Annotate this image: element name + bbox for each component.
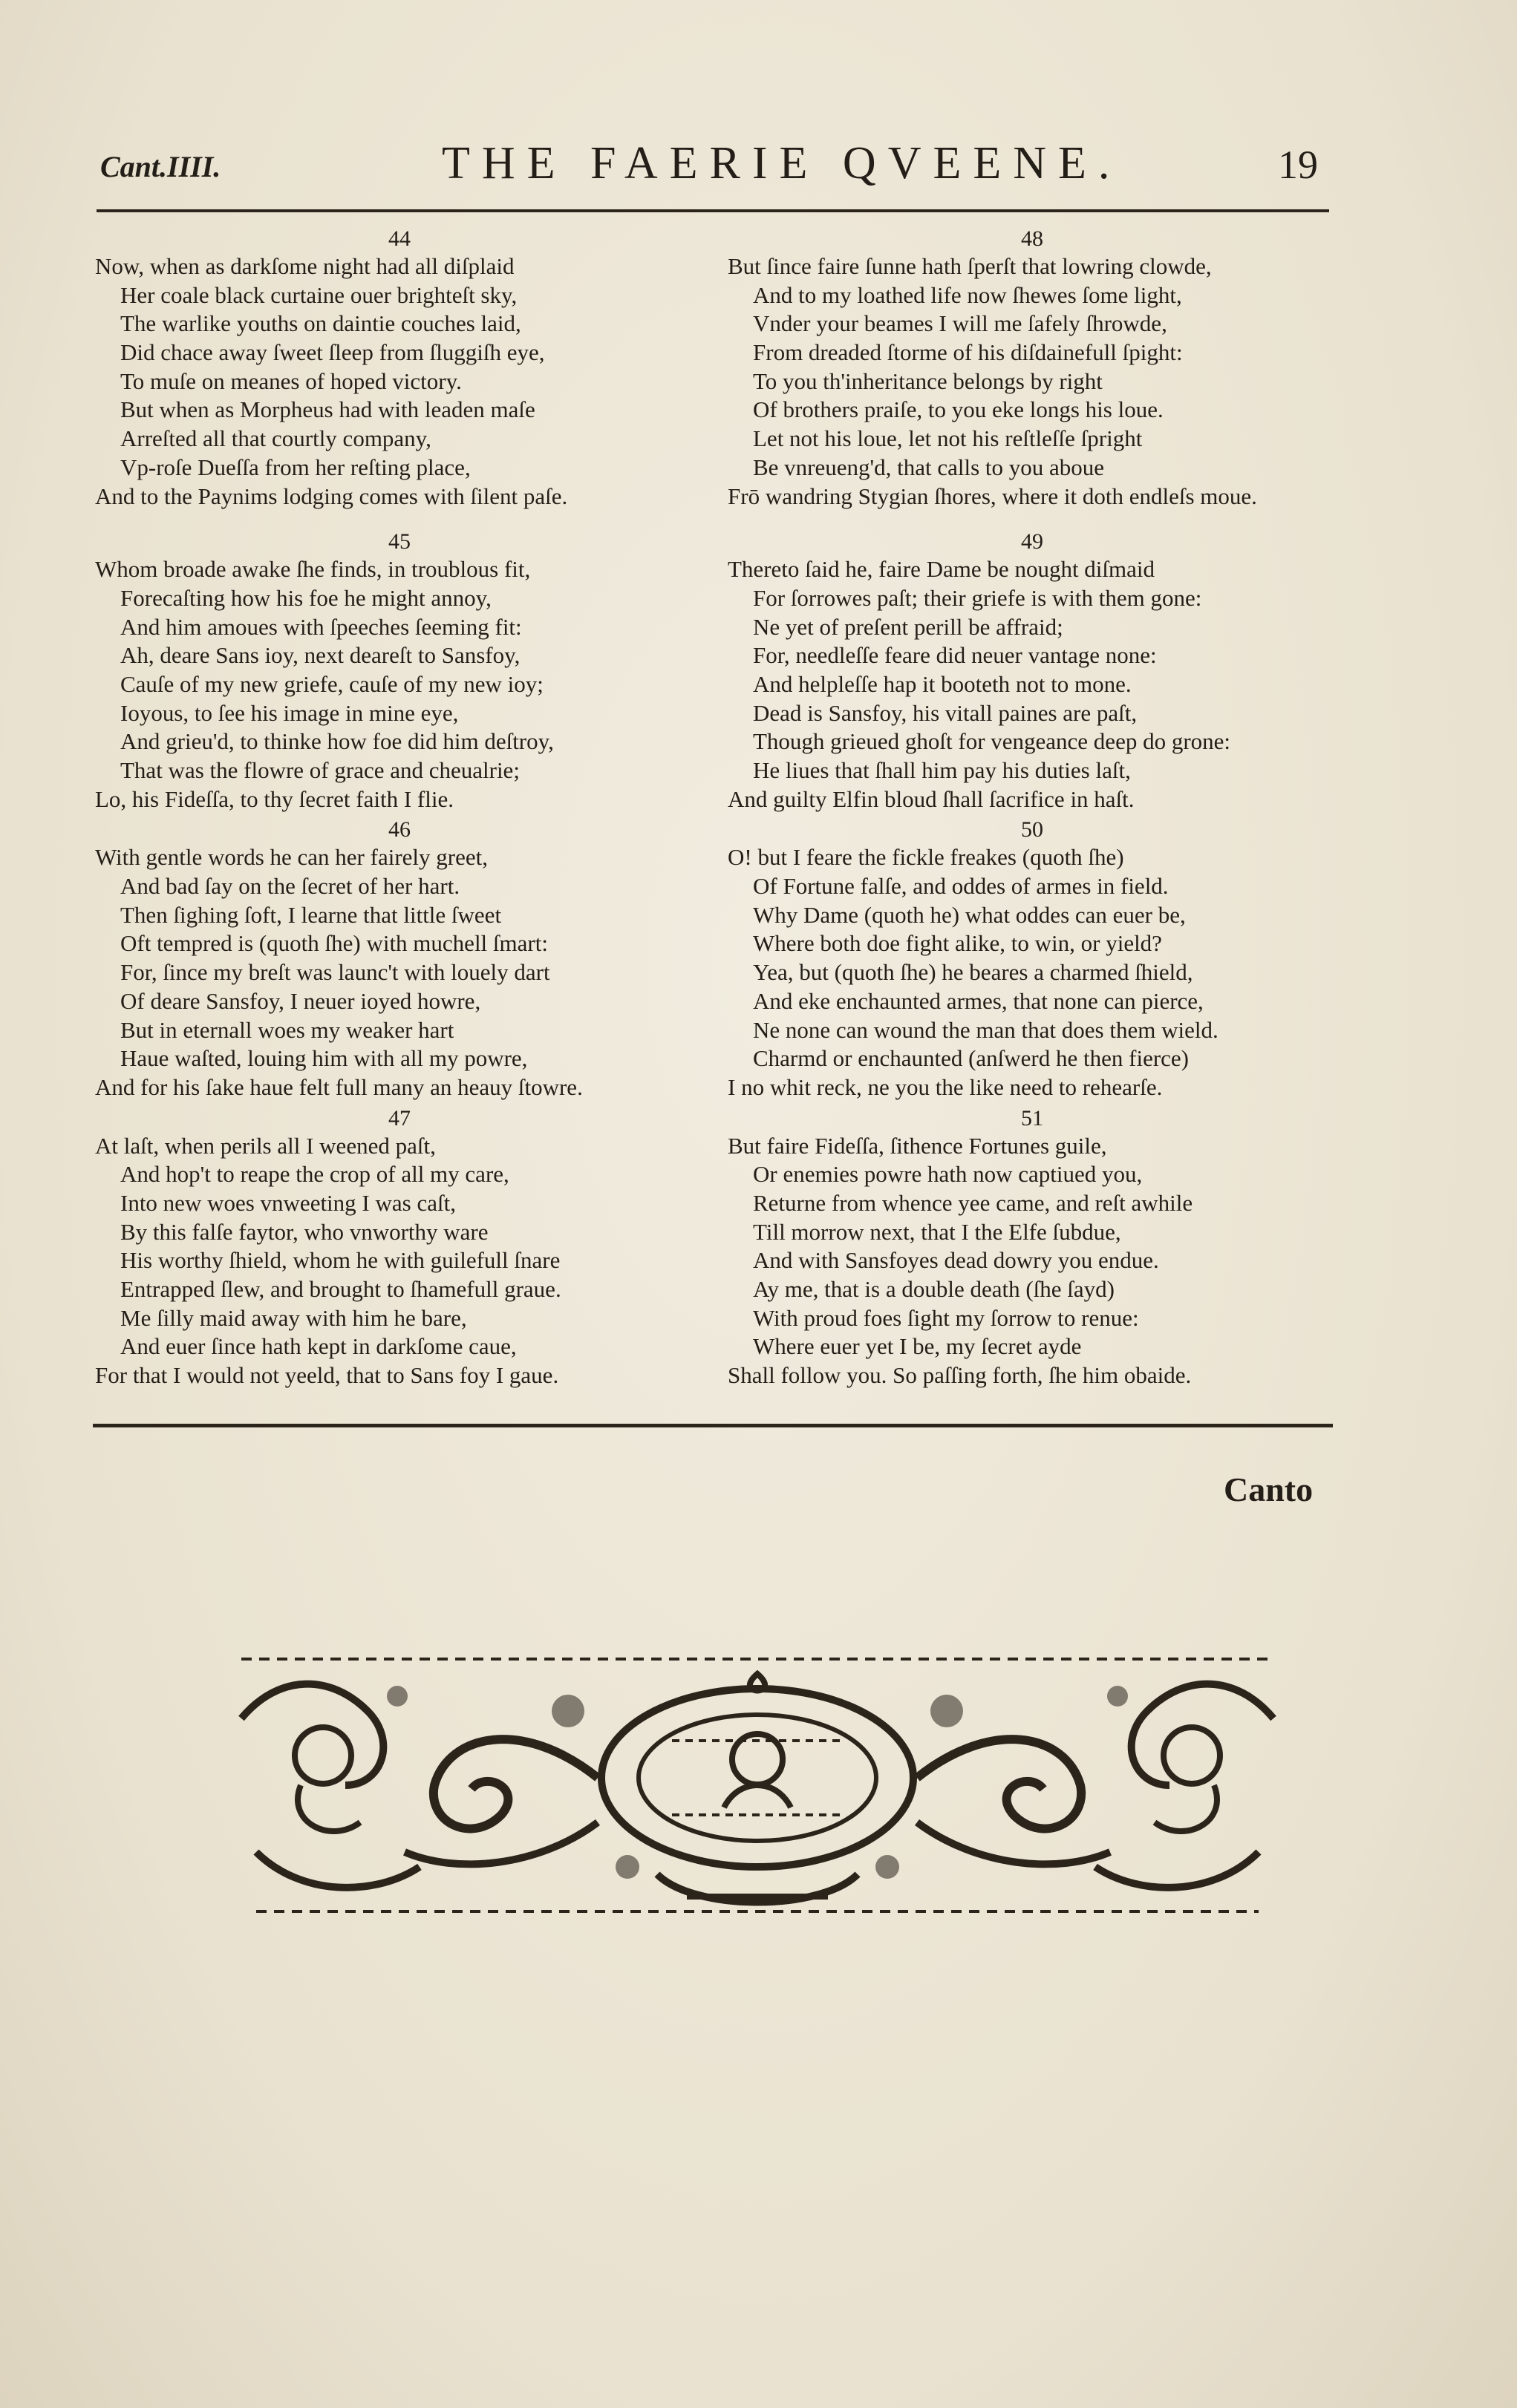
verse-line: And grieu'd, to thinke how foe did him deſtroy, bbox=[120, 728, 554, 755]
verse-line: The warlike youths on daintie couches laid, bbox=[120, 310, 521, 337]
verse-line: Haue waſted, louing him with all my powre, bbox=[120, 1045, 528, 1072]
verse-line: Arreſted all that courtly company, bbox=[120, 425, 431, 452]
verse-line: For ſorrowes paſt; their griefe is with them gone: bbox=[753, 584, 1202, 611]
verse-line: From dreaded ſtorme of his diſdainefull ſpight: bbox=[753, 339, 1183, 366]
stanza-number: 45 bbox=[388, 529, 411, 554]
verse-line: Why Dame (quoth he) what oddes can euer be, bbox=[753, 901, 1186, 928]
verse-line: Frō wandring Stygian ſhores, where it doth endleſs moue. bbox=[728, 482, 1257, 509]
verse-line: Entrapped ſlew, and brought to ſhamefull graue. bbox=[120, 1276, 561, 1302]
right-column bbox=[728, 223, 1337, 1390]
verse-line: Vp-roſe Dueſſa from her reſting place, bbox=[120, 454, 471, 480]
verse-line: Me ſilly maid away with him he bare, bbox=[120, 1304, 467, 1331]
verse-line: O! but I feare the fickle freakes (quoth ſhe) bbox=[728, 844, 1124, 871]
verse-line: I no whit reck, ne you the like need to rehearſe. bbox=[728, 1073, 1163, 1100]
folio-number: 19 bbox=[1278, 143, 1318, 187]
verse-line: Lo, his Fideſſa, to thy ſecret faith I flie. bbox=[95, 785, 454, 812]
stanza bbox=[95, 817, 704, 1102]
verse-line: Did chace away ſweet ſleep from ſluggiſh eye, bbox=[120, 339, 545, 366]
verse-line: Oft tempred is (quoth ſhe) with muchell ſmart: bbox=[120, 930, 548, 957]
verse-line: Cauſe of my new griefe, cauſe of my new ioy; bbox=[120, 670, 544, 697]
verse-line: And to the Paynims lodging comes with ſilent paſe. bbox=[95, 482, 568, 509]
verse-line: To muſe on meanes of hoped victory. bbox=[120, 367, 462, 394]
running-head bbox=[97, 137, 1322, 197]
catchword: Canto bbox=[1224, 1470, 1314, 1508]
verse-line: And him amoues with ſpeeches ſeeming fit: bbox=[120, 613, 522, 640]
left-column bbox=[95, 223, 704, 1390]
stanza bbox=[728, 817, 1337, 1102]
stanza-number: 49 bbox=[1021, 529, 1043, 554]
stanza-number: 44 bbox=[388, 226, 411, 251]
verse-line: Thereto ſaid he, faire Dame be nought diſmaid bbox=[728, 556, 1155, 583]
verse-line: And eke enchaunted armes, that none can pierce, bbox=[753, 987, 1204, 1014]
verse-line: But faire Fideſſa, ſithence Fortunes guile, bbox=[728, 1132, 1107, 1159]
verse-line: For, needleſſe feare did neuer vantage none: bbox=[753, 642, 1157, 669]
verse-line: And to my loathed life now ſhewes ſome light, bbox=[753, 281, 1182, 308]
verse-line: For that I would not yeeld, that to Sans foy I gaue. bbox=[95, 1362, 559, 1389]
verse-line: And for his ſake haue felt full many an heauy ſtowre. bbox=[95, 1073, 583, 1100]
stanza bbox=[728, 226, 1337, 511]
verse-line: For, ſince my breſt was launc't with louely dart bbox=[120, 959, 550, 986]
stanza bbox=[95, 226, 704, 511]
verse-line: But when as Morpheus had with leaden maſe bbox=[120, 396, 535, 423]
verse-line: Ah, deare Sans ioy, next deareſt to Sansfoy, bbox=[120, 642, 521, 669]
verse-line: Her coale black curtaine ouer brighteſt sky, bbox=[120, 281, 518, 308]
verse-line: By this falſe faytor, who vnworthy ware bbox=[120, 1218, 489, 1245]
verse-line: With proud foes ſight my ſorrow to renue: bbox=[753, 1304, 1139, 1331]
verse-line: Whom broade awake ſhe finds, in troublous fit, bbox=[95, 556, 531, 583]
verse-line: Let not his loue, let not his reſtleſſe ſpright bbox=[753, 425, 1143, 452]
verse-line: With gentle words he can her fairely greet, bbox=[95, 844, 488, 871]
verse-line: His worthy ſhield, whom he with guilefull ſnare bbox=[120, 1247, 561, 1274]
verse-line: Though grieued ghoſt for vengeance deep do grone: bbox=[753, 728, 1231, 755]
stanza bbox=[95, 1105, 704, 1390]
stanza-number: 51 bbox=[1021, 1105, 1043, 1131]
verse-line: Forecaſting how his foe he might annoy, bbox=[120, 584, 492, 611]
verse-line: And helpleſſe hap it booteth not to mone. bbox=[753, 670, 1132, 697]
verse-line: Into new woes vnweeting I was caſt, bbox=[120, 1189, 456, 1216]
verse-line: At laſt, when perils all I weened paſt, bbox=[95, 1132, 436, 1159]
verse-line: Dead is Sansfoy, his vitall paines are paſt, bbox=[753, 699, 1138, 726]
stanza-number: 48 bbox=[1021, 226, 1043, 251]
stanza bbox=[728, 1105, 1337, 1390]
verse-line: And euer ſince hath kept in darkſome caue, bbox=[120, 1333, 517, 1360]
verse-line: Now, when as darkſome night had all diſplaid bbox=[95, 253, 515, 279]
verse-line: And guilty Elfin bloud ſhall ſacrifice in haſt. bbox=[728, 785, 1135, 812]
verse-line: He liues that ſhall him pay his duties laſt, bbox=[753, 757, 1131, 783]
verse-line: Be vnreueng'd, that calls to you aboue bbox=[753, 454, 1105, 480]
footer-rule bbox=[93, 1424, 1333, 1427]
verse-line: Of brothers praiſe, to you eke longs his loue. bbox=[753, 396, 1164, 423]
verse-line: But in eternall woes my weaker hart bbox=[120, 1016, 454, 1043]
verse-line: Ne yet of preſent perill be affraid; bbox=[753, 613, 1063, 640]
verse-line: Returne from whence yee came, and reſt awhile bbox=[753, 1189, 1193, 1216]
stanza bbox=[728, 529, 1337, 814]
verse-line: Charmd or enchaunted (anſwerd he then fierce) bbox=[753, 1045, 1190, 1072]
verse-line: Where euer yet I be, my ſecret ayde bbox=[753, 1333, 1082, 1360]
verse-line: And hop't to reape the crop of all my care, bbox=[120, 1161, 509, 1188]
verse-line: Ay me, that is a double death (ſhe ſayd) bbox=[753, 1276, 1115, 1302]
verse-line: Of deare Sansfoy, I neuer ioyed howre, bbox=[120, 987, 481, 1014]
verse-line: Ne none can wound the man that does them wield. bbox=[753, 1016, 1219, 1043]
verse-line: To you th'inheritance belongs by right bbox=[753, 367, 1103, 394]
canto-label: Cant.IIII. bbox=[100, 150, 221, 183]
stanza bbox=[95, 529, 704, 814]
verse-line: And with Sansfoyes dead dowry you endue. bbox=[753, 1247, 1159, 1274]
stanza-number: 47 bbox=[388, 1105, 411, 1131]
verse-line: And bad ſay on the ſecret of her hart. bbox=[120, 873, 460, 900]
woodcut-headpiece-ornament-icon bbox=[212, 1629, 1303, 1930]
verse-line: Ioyous, to ſee his image in mine eye, bbox=[120, 699, 459, 726]
verse-line: Yea, but (quoth ſhe) he beares a charmed ſhield, bbox=[753, 959, 1193, 986]
verse-line: That was the flowre of grace and cheualrie; bbox=[120, 757, 520, 783]
verse-line: Where both doe fight alike, to win, or yield? bbox=[753, 930, 1162, 957]
verse-line: Vnder your beames I will me ſafely ſhrowde, bbox=[753, 310, 1167, 337]
verse-line: Or enemies powre hath now captiued you, bbox=[753, 1161, 1143, 1188]
verse-line: But ſince faire ſunne hath ſperſt that lowring clowde, bbox=[728, 253, 1212, 279]
page-title: THE FAERIE QVEENE. bbox=[442, 138, 1122, 189]
verse-line: Of Fortune falſe, and oddes of armes in field. bbox=[753, 873, 1169, 900]
stanza-number: 46 bbox=[388, 817, 411, 843]
verse-line: Then ſighing ſoft, I learne that little ſweet bbox=[120, 901, 502, 928]
stanza-number: 50 bbox=[1021, 817, 1043, 843]
verse-line: Shall follow you. So paſſing forth, ſhe him obaide. bbox=[728, 1362, 1192, 1389]
header-rule bbox=[97, 209, 1329, 212]
verse-line: Till morrow next, that I the Elfe ſubdue, bbox=[753, 1218, 1121, 1245]
